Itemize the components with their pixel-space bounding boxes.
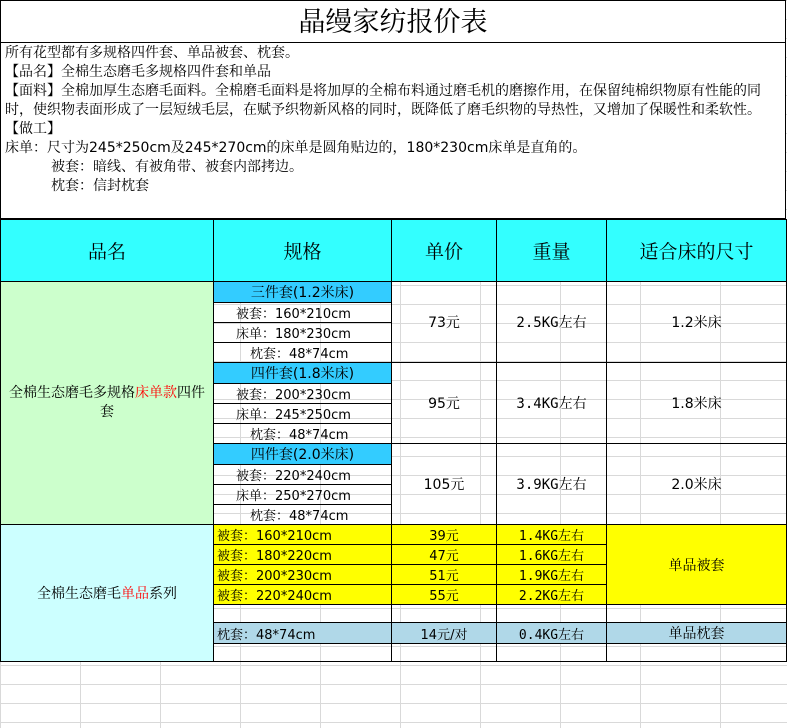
- set-title: 三件套(1.2米床): [214, 282, 392, 303]
- desc-workmanship: 【做工】: [5, 121, 61, 137]
- category-single-items: [1, 525, 214, 662]
- empty-cell: [214, 644, 392, 662]
- quilt-price: 51元: [392, 565, 497, 585]
- set-price: 73元: [392, 282, 497, 363]
- spec-item: 枕套：48*74cm: [214, 505, 392, 525]
- desc-pillowcase: 枕套：信封枕套: [51, 178, 149, 194]
- quilt-weight: 1.9KG左右: [497, 565, 607, 585]
- table-row: [1, 525, 787, 545]
- set-price: 105元: [392, 444, 497, 525]
- category-name-text: 全棉生态磨毛多规格: [9, 385, 135, 401]
- quilt-price: 47元: [392, 545, 497, 565]
- single-quilt-label: 单品被套: [607, 525, 787, 605]
- spec-item: 枕套：48*74cm: [214, 424, 392, 444]
- header-price: 单价: [392, 220, 497, 282]
- spec-item: 床单：250*270cm: [214, 485, 392, 505]
- desc-sheet: 床单：尺寸为245*250cm及245*270cm的床单是圆角贴边的，180*230cm床单是直角的。: [5, 140, 587, 156]
- set-bed-size: 1.2米床: [607, 282, 787, 363]
- single-pillow-label: 单品枕套: [607, 623, 787, 644]
- spec-item: 床单：180*230cm: [214, 323, 392, 343]
- set-title: 四件套(1.8米床): [214, 363, 392, 384]
- empty-cell: [497, 605, 607, 623]
- set-bed-size: 1.8米床: [607, 363, 787, 444]
- category-name-text: 四件套: [100, 385, 205, 420]
- category-name-highlight: 床单款: [135, 385, 177, 401]
- page-title: 晶缦家纺报价表: [0, 0, 786, 43]
- set-weight: 2.5KG左右: [497, 282, 607, 363]
- set-weight: 3.9KG左右: [497, 444, 607, 525]
- quilt-weight: 2.2KG左右: [497, 585, 607, 605]
- quilt-spec: 被套：220*240cm: [214, 585, 392, 605]
- desc-product-name: 【品名】全棉生态磨毛多规格四件套和单品: [5, 64, 271, 80]
- spec-item: 被套：200*230cm: [214, 384, 392, 404]
- category-name-highlight: 单品: [121, 586, 149, 602]
- pillow-price: 14元/对: [392, 623, 497, 644]
- category-name-text: 系列: [149, 586, 177, 602]
- set-title: 四件套(2.0米床): [214, 444, 392, 465]
- header-spec: 规格: [214, 220, 392, 282]
- empty-cell: [497, 644, 607, 662]
- set-price: 95元: [392, 363, 497, 444]
- header-product-name: 品名: [1, 220, 214, 282]
- desc-fabric: 【面料】全棉加厚生态磨毛面料。全棉磨毛面料是将加厚的全棉布料通过磨毛机的磨擦作用，在保留纯棉织物原有性能的同时，使织物表面形成了一层短绒毛层，在赋予织物新风格的同时，既降低了磨毛织物的导热性，又增加了保暖性和柔软性。: [5, 83, 761, 118]
- spec-item: 枕套：48*74cm: [214, 343, 392, 363]
- quilt-price: 55元: [392, 585, 497, 605]
- quilt-spec: 被套：160*210cm: [214, 525, 392, 545]
- header-bed-size: 适合床的尺寸: [607, 220, 787, 282]
- spec-item: 被套：160*210cm: [214, 303, 392, 323]
- empty-cell: [607, 605, 787, 623]
- set-bed-size: 2.0米床: [607, 444, 787, 525]
- spec-item: 床单：245*250cm: [214, 404, 392, 424]
- desc-quilt-cover: 被套：暗线、有被角带、被套内部拷边。: [51, 159, 303, 175]
- category-name-text: 全棉生态磨毛: [37, 586, 121, 602]
- empty-cell: [392, 644, 497, 662]
- quilt-price: 39元: [392, 525, 497, 545]
- quilt-spec: 被套：200*230cm: [214, 565, 392, 585]
- table-row: [1, 282, 787, 303]
- quilt-spec: 被套：180*220cm: [214, 545, 392, 565]
- quilt-weight: 1.4KG左右: [497, 525, 607, 545]
- pillow-weight: 0.4KG左右: [497, 623, 607, 644]
- description-block: [0, 43, 786, 219]
- price-table: [0, 219, 787, 662]
- empty-cell: [607, 644, 787, 662]
- category-multi-size-set: [1, 282, 214, 525]
- table-header-row: [1, 220, 787, 282]
- desc-line-1: 所有花型都有多规格四件套、单品被套、枕套。: [5, 45, 299, 61]
- empty-cell: [392, 605, 497, 623]
- empty-cell: [214, 605, 392, 623]
- pillow-spec: 枕套：48*74cm: [214, 623, 392, 644]
- spec-item: 被套：220*240cm: [214, 465, 392, 485]
- set-weight: 3.4KG左右: [497, 363, 607, 444]
- header-weight: 重量: [497, 220, 607, 282]
- quilt-weight: 1.6KG左右: [497, 545, 607, 565]
